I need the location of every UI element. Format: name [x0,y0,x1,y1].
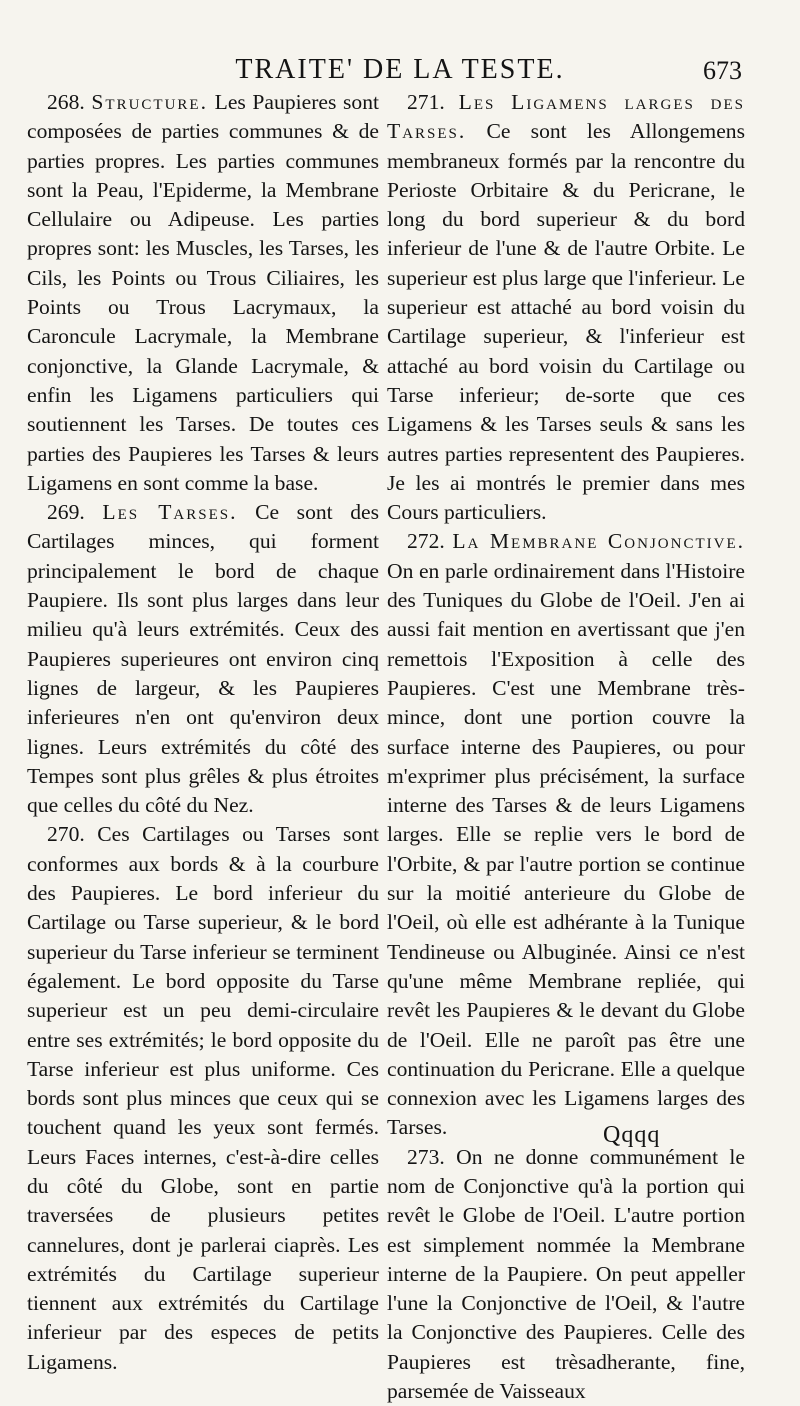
paragraph-271 [387,88,745,527]
left-column [27,88,379,1377]
paragraph-text: Ce sont les Allongemens membraneux formés par la rencontre du Perioste Orbitaire & du Pericrane, le long du bord superieur & du bord inferieur de l'une & de l'autre Orbite. Le superieur est plus large que l'inferieur. Le superieur est attaché au bord voisin du Cartilage superieur, & l'inferieur est attaché au bord voisin du Cartilage ou Tarse inferieur; de-sorte que ces Ligamens & les Tarses seuls & sans les autres parties representent des Paupieres. Je les ai montrés le premier dans mes Cours particuliers. [387,119,745,525]
paragraph-number: 273. [407,1144,445,1169]
paragraph-heading: Les Tarses. [102,500,238,525]
paragraph-number: 271. [407,90,445,114]
paragraph-number: 269. [47,500,85,525]
paragraph-269 [27,498,379,820]
paragraph-text: Ces Cartilages ou Tarses sont conformes aux bords & à la courbure des Paupieres. Le bord inferieur du Cartilage ou Tarse superieur, & le bord superieur du Tarse inferieur se terminent également. Le bord opposite du Tarse superieur est un peu demi-circulaire entre ses extrémités; le bord opposite du Tarse inferieur est plus uniforme. Ces bords sont plus minces que ceux qui se touchent quand les yeux sont fermés. Leurs Faces internes, c'est-à-dire celles du côté du Globe, sont en partie traversées de plusieurs petites cannelures, dont je parlerai ciaprès. Les extrémités du Cartilage superieur tiennent aux extrémités du Cartilage inferieur par des especes de petits Ligamens. [27,822,379,1374]
paragraph-text: On en parle ordinairement dans l'Histoire des Tuniques du Globe de l'Oeil. J'en ai aussi fait mention en avertissant que j'en remettois l'Exposition à celle des Paupieres. C'est une Membrane très-mince, dont une portion couvre la surface interne des Paupieres, ou pour m'exprimer plus précisément, la surface interne des Tarses & de leurs Ligamens larges. Elle se replie vers le bord de l'Orbite, & par l'autre portion se continue sur la moitié anterieure du Globe de l'Oeil, où elle est adhérante à la Tunique Tendineuse ou Albuginée. Ainsi ce n'est qu'une même Membrane repliée, qui revêt les Paupieres & le devant du Globe de l'Oeil. Elle ne paroît pas être une continuation du Pericrane. Elle a quelque connexion avec les Ligamens larges des Tarses. [387,558,745,1140]
paragraph-heading: Les Ligamens larges des Tarses. [387,90,745,144]
right-column [387,88,745,1406]
paragraph-text: On ne donne communément le nom de Conjonctive qu'à la portion qui revêt le Globe de l'Oeil. L'autre portion est simplement nommée la Membrane interne de la Paupiere. On peut appeller l'une la Conjonctive de l'Oeil, & l'autre la Conjonctive des Paupieres. Celle des Paupieres est trèsadherante, fine, parsemée de Vaisseaux [387,1144,745,1404]
page-number: 673 [703,56,742,85]
paragraph-270 [27,820,379,1377]
paragraph-272 [387,527,745,1142]
paragraph-268 [27,88,379,498]
paragraph-number: 272. [407,529,445,554]
paragraph-heading: Structure. [91,90,208,114]
paragraph-text: Les Paupieres sont composées de parties communes & de parties propres. Les parties communes sont la Peau, l'Epiderme, la Membrane Cellulaire ou Adipeuse. Les parties propres sont: les Muscles, les Tarses, les Cils, les Points ou Trous Ciliaires, les Points ou Trous Lacrymaux, la Caroncule Lacrymale, la Membrane conjonctive, la Glande Lacrymale, & enfin les Ligamens particuliers qui soutiennent les Tarses. De toutes ces parties des Paupieres les Tarses & leurs Ligamens en sont comme la base. [27,90,379,495]
running-title: TRAITE' DE LA TESTE. [235,54,565,85]
signature-mark: Qqqq [603,1122,661,1148]
paragraph-text: Ce sont des Cartilages minces, qui forment principalement le bord de chaque Paupiere. Ils sont plus larges dans leur milieu qu'à leurs extrémités. Ceux des Paupieres superieures ont environ cinq lignes de largeur, & les Paupieres inferieures n'en ont qu'environ deux lignes. Leurs extrémités du côté des Tempes sont plus grêles & plus étroites que celles du côté du Nez. [27,500,380,818]
paragraph-number: 268. [47,90,85,114]
paragraph-number: 270. [47,822,85,847]
paragraph-heading: La Membrane Conjonctive. [452,529,746,554]
paragraph-273 [387,1143,745,1406]
